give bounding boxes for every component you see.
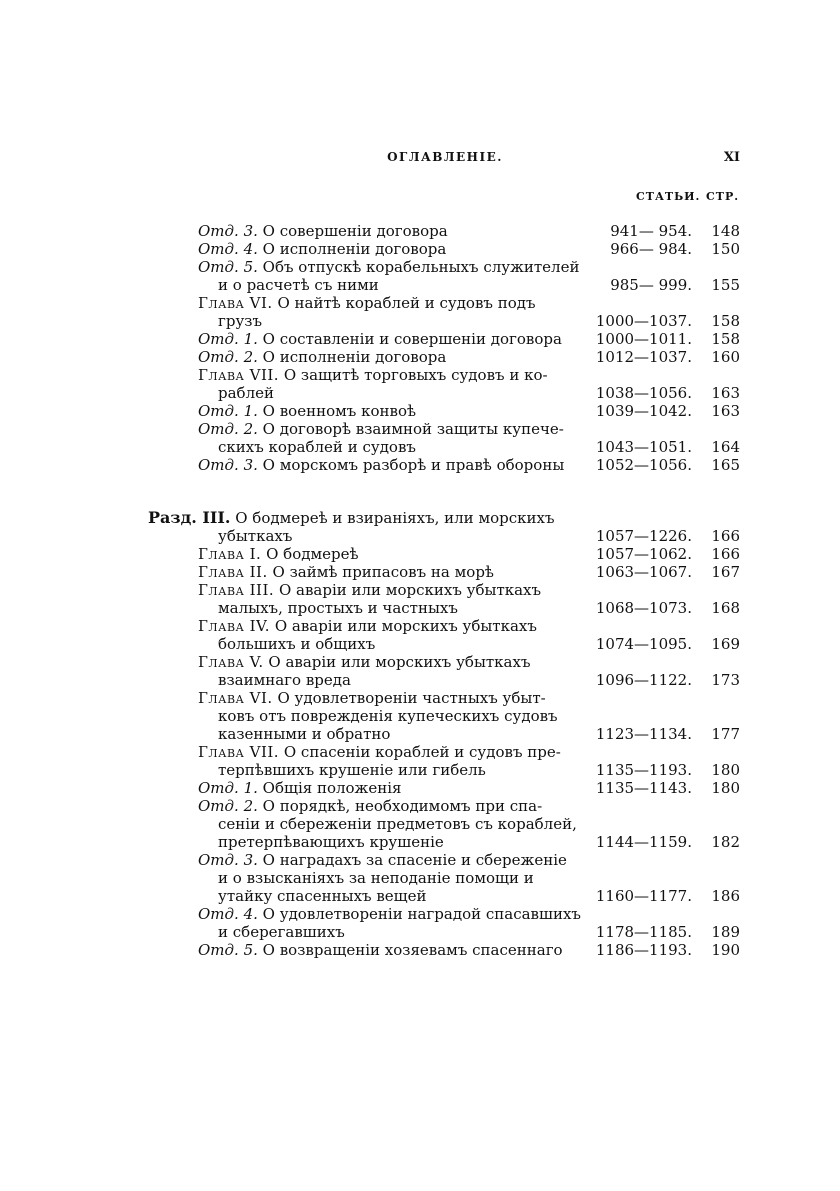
entry-label: Отд. 2. [198,797,258,815]
page-number: 177 [711,725,740,743]
page-number: 150 [711,240,740,258]
entry-title: большихъ и общихъ [218,635,376,653]
entry-label: Глава II. [198,563,268,581]
toc-line [198,581,592,599]
page-column-header: СТР. [706,190,740,203]
toc-line [218,725,592,743]
entry-title: О защитѣ торговыхъ судовъ и ко- [283,366,548,384]
entry-title: раблей [218,384,274,402]
toc-line [218,384,592,402]
entry-label: Глава VI. [198,689,273,707]
entry-label: Отд. 2. [198,348,258,366]
entry-label: Глава V. [198,653,264,671]
toc-line [198,258,592,276]
article-range: 1186—1193. [595,941,692,959]
article-range: 1063—1067. [595,563,692,581]
article-range: 1039—1042. [595,402,692,420]
toc-line [198,779,592,797]
article-range: 1000—1011. [595,330,692,348]
article-range: 1068—1073. [595,599,692,617]
toc-line [198,330,592,348]
page-number: 155 [711,276,740,294]
articles-column-header: СТАТЬИ. [636,190,701,203]
toc-line [198,348,592,366]
toc-line [218,923,592,941]
entry-label: Отд. 2. [198,420,258,438]
toc-line [148,509,592,527]
toc-line [198,240,592,258]
entry-title: ковъ отъ поврежденія купеческихъ судовъ [218,707,558,725]
entry-label: Глава I. [198,545,262,563]
page-number: 158 [711,330,740,348]
entry-title: О наградахъ за спасеніе и сбереженіе [262,851,567,869]
page-number: 182 [711,833,740,851]
toc-line [218,761,592,779]
entry-title: Общія положенія [262,779,402,797]
entry-title: казенными и обратно [218,725,391,743]
toc-line [218,887,592,905]
toc-line [198,366,592,384]
entry-title: малыхъ, простыхъ и частныхъ [218,599,458,617]
entry-title: и о расчетѣ съ ними [218,276,379,294]
running-head-title: ОГЛАВЛЕНІЕ. [387,150,503,164]
article-range: 1160—1177. [595,887,692,905]
toc-line [198,420,592,438]
toc-line [198,851,592,869]
entry-title: О удовлетвореніи наградой спасавшихъ [262,905,581,923]
entry-title: О займѣ припасовъ на морѣ [272,563,494,581]
toc-line [218,635,592,653]
entry-title: О удовлетвореніи частныхъ убыт- [277,689,546,707]
article-range: 941— 954. [610,222,692,240]
entry-title: взаимнаго вреда [218,671,351,689]
entry-label: Глава IV. [198,617,271,635]
entry-title: Объ отпускѣ корабельныхъ служителей [262,258,580,276]
toc-line [198,653,592,671]
page-number: 166 [711,545,740,563]
entry-label: Отд. 1. [198,779,258,797]
article-range: 1012—1037. [595,348,692,366]
entry-title: О составленіи и совершеніи договора [262,330,562,348]
entry-title: О бодмереѣ и взиранiяхъ, или морскихъ [235,509,555,527]
article-range: 1038—1056. [595,384,692,402]
article-range: 966— 984. [610,240,692,258]
toc-line [218,707,592,725]
page-number: 158 [711,312,740,330]
entry-title: О возвращеніи хозяевамъ спасеннаго [262,941,563,959]
entry-title: О аваріи или морскихъ убыткахъ [274,617,537,635]
toc-line [198,743,592,761]
entry-title: О совершеніи договора [262,222,448,240]
entry-label: Отд. 3. [198,222,258,240]
page-number: 168 [711,599,740,617]
entry-label: Отд. 1. [198,330,258,348]
entry-title: О военномъ конвоѣ [262,402,417,420]
entry-title: утайку спасенныхъ вещей [218,887,427,905]
entry-title: О порядкѣ, необходимомъ при спа- [262,797,543,815]
entry-title: терпѣвшихъ крушеніе или гибель [218,761,486,779]
article-range: 1135—1143. [595,779,692,797]
toc-line [218,671,592,689]
entry-title: О договорѣ взаимной защиты купече- [262,420,564,438]
article-range: 1144—1159. [595,833,692,851]
article-range: 1178—1185. [595,923,692,941]
toc-line [218,312,592,330]
toc-line [218,599,592,617]
page-number: 180 [711,761,740,779]
article-range: 1000—1037. [595,312,692,330]
page-number: 190 [711,941,740,959]
entry-label: Отд. 5. [198,941,258,959]
toc-line [198,797,592,815]
entry-title: и о взысканіяхъ за неподаніе помощи и [218,869,534,887]
page-number: 186 [711,887,740,905]
entry-title: О исполненіи договора [262,348,447,366]
entry-label: Отд. 1. [198,402,258,420]
entry-title: О аваріи или морскихъ убыткахъ [278,581,542,599]
entry-title: О спасеніи кораблей и судовъ пре- [283,743,561,761]
entry-title: скихъ кораблей и судовъ [218,438,416,456]
entry-label: Глава VII. [198,743,280,761]
toc-line [218,833,592,851]
article-range: 985— 999. [610,276,692,294]
page-number: 167 [711,563,740,581]
entry-title: убыткахъ [218,527,293,545]
page-number: 189 [711,923,740,941]
toc-line [218,527,592,545]
entry-title: О найтѣ кораблей и судовъ подъ [277,294,536,312]
article-range: 1057—1062. [595,545,692,563]
toc-line [198,617,592,635]
entry-label: Отд. 3. [198,851,258,869]
page-number: 169 [711,635,740,653]
page-number: 180 [711,779,740,797]
entry-title: сеніи и сбереженіи предметовъ съ кораблей, [218,815,577,833]
entry-label: Разд. III. [148,509,231,527]
page-number: 166 [711,527,740,545]
article-range: 1043—1051. [595,438,692,456]
roman-page-number: XI [723,150,740,165]
entry-label: Глава VI. [198,294,273,312]
page-number: 163 [711,402,740,420]
page-number: 164 [711,438,740,456]
entry-label: Глава VII. [198,366,280,384]
toc-line [218,869,592,887]
page-number: 165 [711,456,740,474]
entry-label: Отд. 4. [198,905,258,923]
entry-label: Отд. 5. [198,258,258,276]
entry-label: Отд. 3. [198,456,258,474]
page-number: 163 [711,384,740,402]
page-number: 160 [711,348,740,366]
article-range: 1057—1226. [595,527,692,545]
toc-line [198,222,592,240]
entry-label: Глава III. [198,581,275,599]
toc-line [218,276,592,294]
article-range: 1074—1095. [595,635,692,653]
entry-label: Отд. 4. [198,240,258,258]
toc-line [198,563,592,581]
entry-title: О морскомъ разборѣ и правѣ обороны [262,456,565,474]
page-number: 148 [711,222,740,240]
toc-line [198,402,592,420]
entry-title: О аваріи или морскихъ убыткахъ [268,653,531,671]
toc-line [198,545,592,563]
entry-title: и сберегавшихъ [218,923,345,941]
entry-title: О исполненіи договора [262,240,447,258]
toc-line [198,941,592,959]
article-range: 1135—1193. [595,761,692,779]
toc-line [198,689,592,707]
toc-line [198,905,592,923]
toc-line [198,456,592,474]
article-range: 1052—1056. [595,456,692,474]
entry-title: претерпѣвающихъ крушеніе [218,833,444,851]
toc-line [218,815,592,833]
entry-title: грузъ [218,312,263,330]
page-number: 173 [711,671,740,689]
entry-title: О бодмереѣ [266,545,359,563]
article-range: 1123—1134. [595,725,692,743]
toc-line [218,438,592,456]
toc-line [198,294,592,312]
article-range: 1096—1122. [595,671,692,689]
